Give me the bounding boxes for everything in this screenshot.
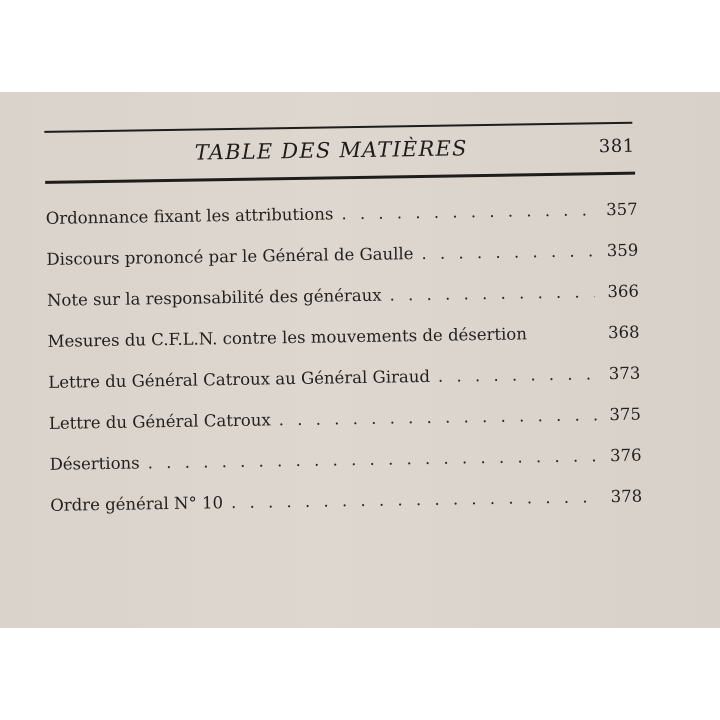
dot-leader <box>438 364 597 385</box>
toc-entry-title: Lettre du Général Catroux <box>48 410 271 433</box>
toc-entry <box>50 487 643 537</box>
dot-leader <box>341 200 594 223</box>
page-content <box>0 92 720 628</box>
toc-entry-page: 368 <box>607 322 640 343</box>
toc-entry-page: 373 <box>608 363 641 384</box>
toc-entry-title: Mesures du C.F.L.N. contre les mouvements de désertion <box>47 324 528 351</box>
toc-entry-title: Note sur la responsabilité des généraux <box>46 285 382 310</box>
dot-leader <box>533 338 598 339</box>
running-header <box>45 132 635 175</box>
header-title: TABLE DES MATIÈRES <box>194 136 468 165</box>
table-of-contents <box>46 200 643 537</box>
toc-entry-title: Désertions <box>49 453 140 474</box>
toc-entry-page: 357 <box>606 199 638 220</box>
header-page-number: 381 <box>598 135 635 158</box>
toc-entry-title: Lettre du Général Catroux au Général Giraud <box>48 366 431 392</box>
toc-entry-page: 366 <box>607 281 640 302</box>
toc-entry-title: Ordre général N° 10 <box>50 493 224 515</box>
toc-entry-page: 378 <box>610 486 643 507</box>
book-page <box>0 92 720 628</box>
toc-entry-page: 376 <box>609 445 642 466</box>
toc-entry-title: Discours prononcé par le Général de Gaulle <box>46 244 414 269</box>
toc-entry-page: 359 <box>606 240 639 261</box>
toc-entry-page: 375 <box>609 404 642 425</box>
header-rule-top <box>44 122 632 133</box>
dot-leader <box>389 282 595 304</box>
dot-leader <box>279 405 598 429</box>
dot-leader <box>421 241 594 263</box>
toc-entry-title: Ordonnance fixant les attributions <box>45 204 334 228</box>
